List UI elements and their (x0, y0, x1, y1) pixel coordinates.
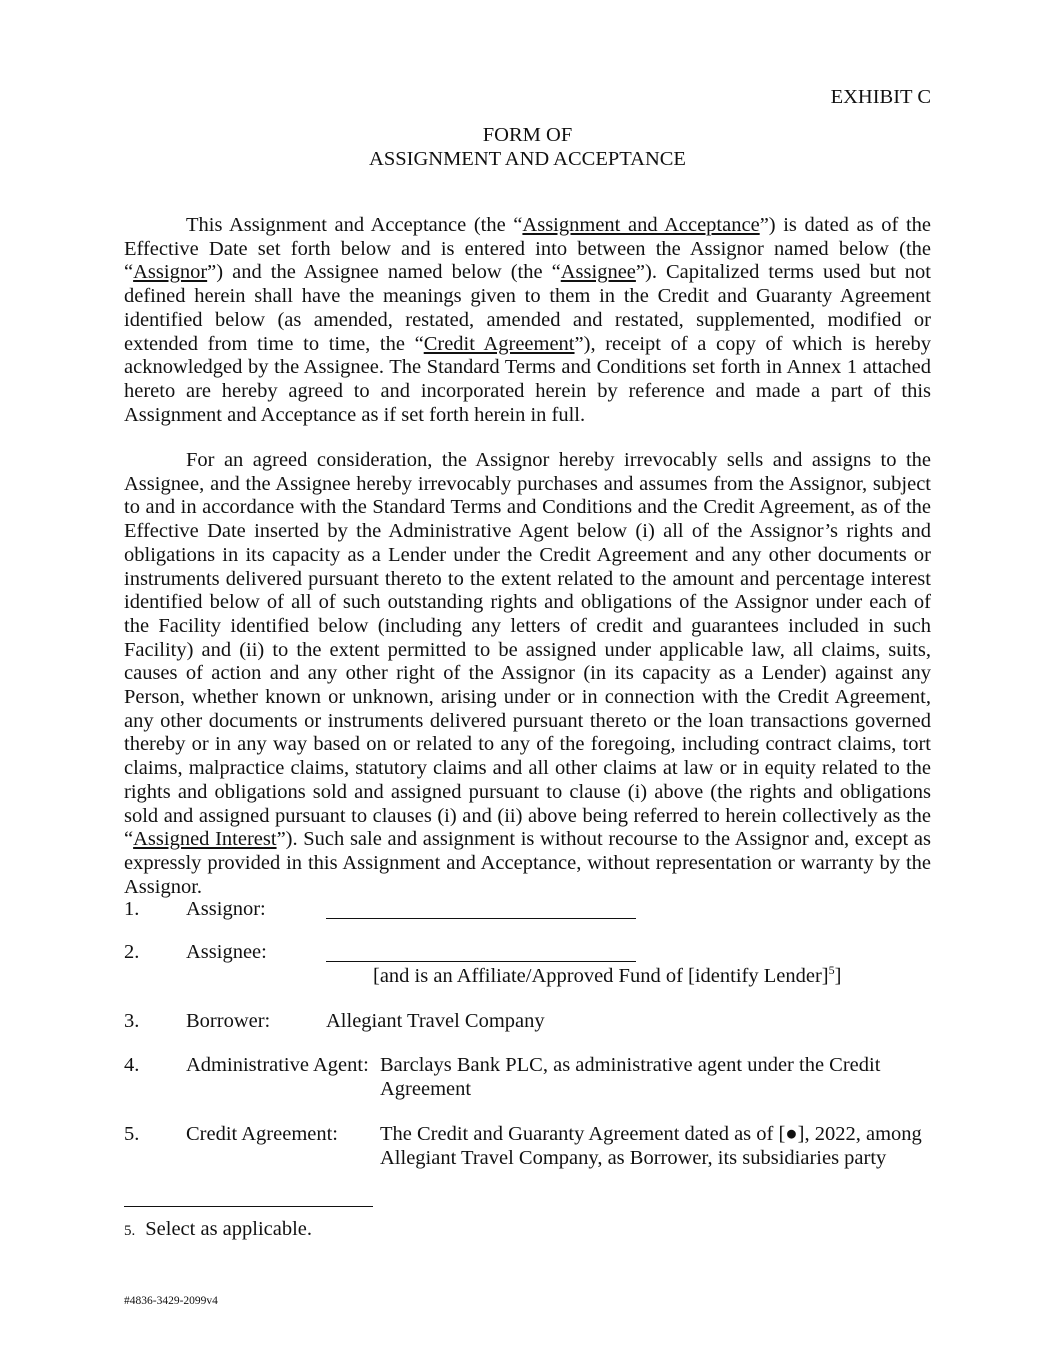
item-value: Allegiant Travel Company (326, 1010, 545, 1032)
title-line-1: FORM OF (482, 124, 573, 146)
item-label: Borrower: (186, 1010, 271, 1032)
footnote-text: Select as applicable. (145, 1218, 313, 1240)
item-number: 2. (124, 941, 140, 963)
defined-term: Assignor (133, 261, 208, 284)
document-id: #4836-3429-2099v4 (124, 1295, 218, 1307)
item-number: 1. (124, 898, 140, 920)
exhibit-label: EXHIBIT C (830, 86, 931, 108)
item-label: Assignee: (186, 941, 267, 963)
item-value: The Credit and Guaranty Agreement dated as of [●], 2022, among (380, 1123, 922, 1145)
defined-term: Credit Agreement (423, 332, 575, 355)
footnote-separator (124, 1206, 373, 1207)
footnote-number: 5. (124, 1223, 136, 1239)
defined-term: Assignment and Acceptance (522, 214, 760, 236)
item-label: Assignor: (186, 898, 266, 920)
title-line-2: ASSIGNMENT AND ACCEPTANCE (369, 148, 686, 170)
footnote (124, 1218, 312, 1244)
item-value: Barclays Bank PLC, as administrative agent under the Credit (380, 1054, 881, 1076)
assignee-note: [and is an Affiliate/Approved Fund of [identify Lender]$^5$] (373, 963, 842, 987)
intro-paragraph: This Assignment and Acceptance (the “Assignment and Acceptance”) is dated as of the Effective Date set forth below and is entered into between the Assignor named below (the “Assignor”) and the Assignee named below (the “Assignee”). Capitalized terms used but not defined herein shall have the meanings given to them in the Credit and Guaranty Agreement identified below (as amended, restated, amended and restated, supplemented, modified or extended from time to time, the “Credit Agreement”), receipt of a copy of which is hereby acknowledged by the Assignee. The Standard Terms and Conditions set forth in Annex 1 attached hereto are hereby agreed to and incorporated herein by reference and made a part of this Assignment and Acceptance as if set forth herein in full. (124, 214, 931, 426)
defined-term: Assigned Interest (133, 828, 277, 851)
item-value: Allegiant Travel Company, as Borrower, its subsidiaries party (380, 1147, 887, 1169)
item-value: Agreement (380, 1078, 472, 1100)
item-number: 5. (124, 1123, 140, 1145)
defined-term: Assignee (560, 261, 636, 284)
item-number: 4. (124, 1054, 140, 1076)
assignment-paragraph: For an agreed consideration, the Assignor hereby irrevocably sells and assigns to the Assignee, and the Assignee hereby irrevocably purchases and assumes from the Assignor, subject to and in accordance with the Standard Terms and Conditions and the Credit Agreement, as of the Effective Date inserted by the Administrative Agent below (i) all of the Assignor’s rights and obligations in its capacity as a Lender under the Credit Agreement and any other documents or instruments delivered pursuant thereto to the extent related to the amount and percentage interest identified below of all of such outstanding rights and obligations of the Assignor under each of the Facility identified below (including any letters of credit and guarantees included in such Facility) and (ii) to the extent permitted to be assigned under applicable law, all claims, suits, causes of action and any other right of the Assignor (in its capacity as a Lender) against any Person, whether known or unknown, arising under or in connection with the Credit Agreement, any other documents or instruments delivered pursuant thereto or the loan transactions governed thereby or in any way based on or related to any of the foregoing, including contract claims, tort claims, malpractice claims, statutory claims and all other claims at law or in equity related to the rights and obligations sold and assigned pursuant to clause (i) above (the rights and obligations sold and assigned pursuant to clauses (i) and (ii) above being referred to herein collectively as the “Assigned Interest”). Such sale and assignment is without recourse to the Assignor and, except as expressly provided in this Assignment and Acceptance, without representation or warranty by the Assignor. (124, 449, 931, 898)
assignor-blank-line (326, 898, 636, 919)
item-number: 3. (124, 1010, 140, 1032)
item-label: Credit Agreement: (186, 1123, 338, 1145)
assignee-blank-line (326, 941, 636, 962)
item-label: Administrative Agent: (186, 1054, 369, 1076)
